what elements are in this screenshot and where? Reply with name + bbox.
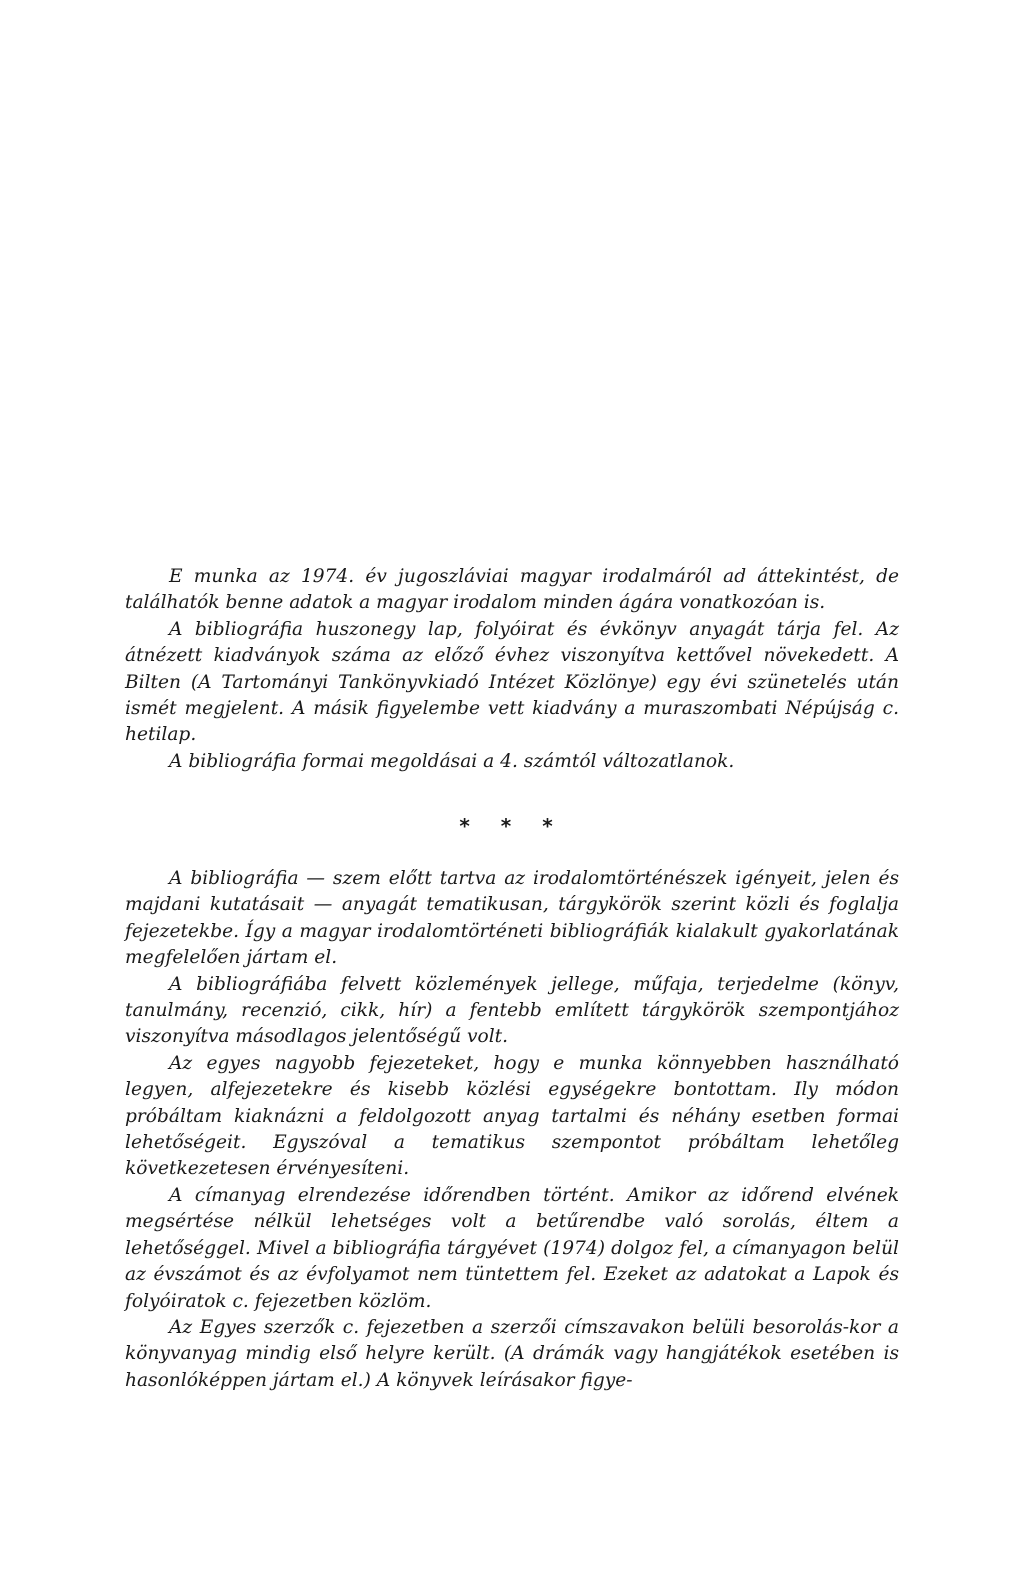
paragraph: Az egyes nagyobb fejezeteket, hogy e munka könnyebben használható legyen, alfejezetekre és kisebb közlési egységekre bontottam. Ily módon próbáltam kiaknázni a feldolgozott anyag tartalmi és néhány esetben formai lehetőségeit. Egyszóval a tematikus szempontot próbáltam lehetőleg következetesen érvényesíteni. — [125, 1052, 899, 1180]
section-separator: * * * — [459, 814, 565, 838]
intro-section — [125, 564, 899, 775]
paragraph: E munka az 1974. év jugoszláviai magyar irodalmáról ad áttekintést, de találhatók benne adatok a magyar irodalom minden ágára vonatkozóan is. — [125, 566, 899, 614]
paragraph: A címanyag elrendezése időrendben történt. Amikor az időrend elvének megsértése nélkül lehetséges volt a betűrendbe való sorolás, éltem a lehetőséggel. Mivel a bibliográfia tárgyévet (1974) dolgoz fel, a címanyagon belül az évszámot és az évfolyamot nem tüntettem fel. Ezeket az adatokat a Lapok és folyóiratok c. fejezetben közlöm. — [125, 1184, 899, 1312]
paragraph: A bibliográfia formai megoldásai a 4. számtól változatlanok. — [169, 750, 735, 772]
paragraph: A bibliográfiába felvett közlemények jellege, műfaja, terjedelme (könyv, tanulmány, recenzió, cikk, hír) a fentebb említett tárgykörök szempontjához viszonyítva másodlagos jelentőségű volt. — [125, 973, 899, 1048]
paragraph: Az Egyes szerzők c. fejezetben a szerzői címszavakon belüli besorolás-kor a könyvanyag mindig első helyre került. (A drámák vagy hangjátékok esetében is hasonlóképpen jártam el.) A könyvek leírásakor figye- — [125, 1316, 899, 1391]
paragraph: A bibliográfia huszonegy lap, folyóirat és évkönyv anyagát tárja fel. Az átnézett kiadványok száma az előző évhez viszonyítva kettővel növekedett. A Bilten (A Tartományi Tankönyvkiadó Intézet Közlönye) egy évi szünetelés után ismét megjelent. A másik figyelembe vett kiadvány a muraszombati Népújság c. hetilap. — [125, 618, 899, 746]
method-section — [125, 866, 899, 1394]
paragraph: A bibliográfia — szem előtt tartva az irodalomtörténészek igényeit, jelen és majdani kutatásait — anyagát tematikusan, tárgykörök szerint közli és foglalja fejezetekbe. Így a magyar irodalomtörténeti bibliográfiák kialakult gyakorlatának megfelelően jártam el. — [125, 868, 899, 969]
